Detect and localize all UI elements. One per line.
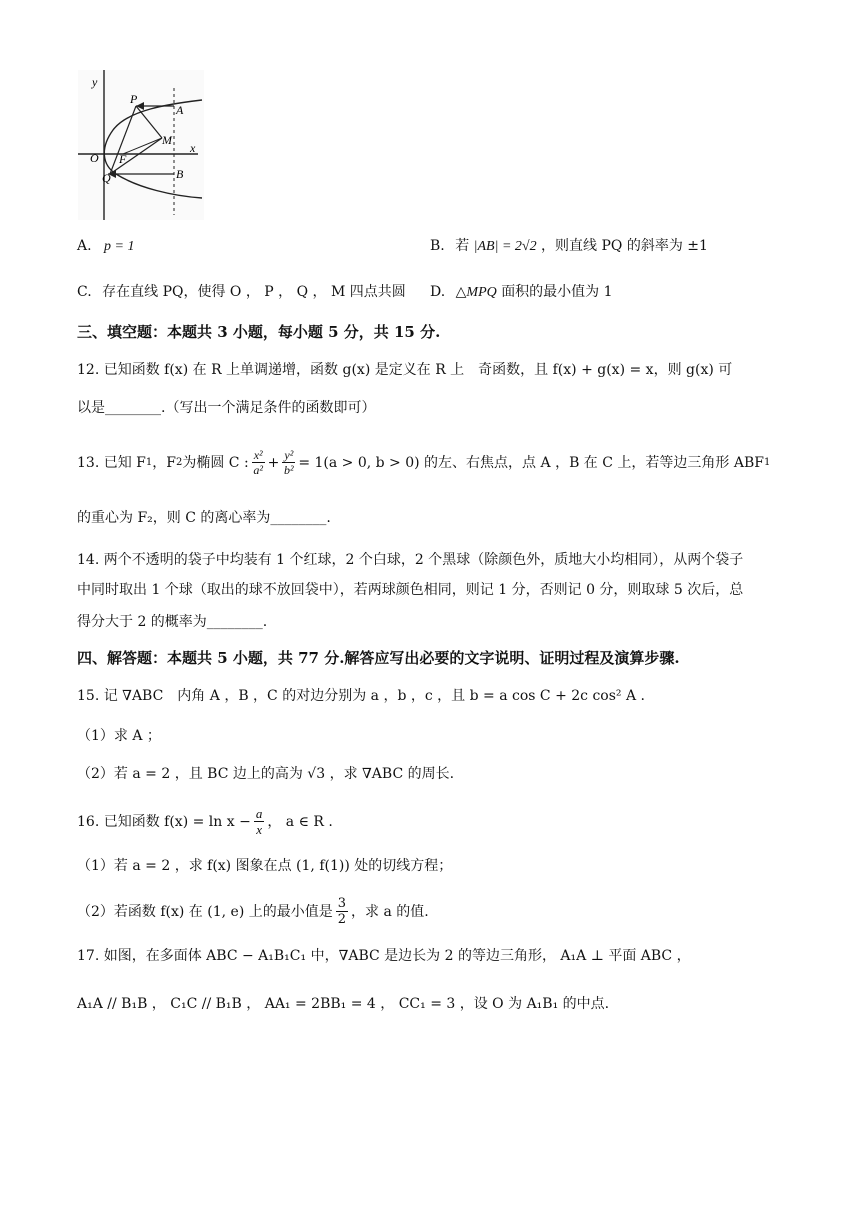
q13-plus: + xyxy=(267,454,280,471)
q13-sub3: 1 xyxy=(763,456,771,468)
q16-frac xyxy=(254,806,265,837)
option-b-prefix: B. xyxy=(430,238,445,254)
option-a-expr: p = 1 xyxy=(104,239,135,254)
option-d xyxy=(430,282,613,303)
option-d-expr: △MPQ xyxy=(455,285,497,300)
label-Q: Q xyxy=(102,171,111,185)
label-O: O xyxy=(90,151,99,165)
q16-part2-post: ，求 a 的值. xyxy=(351,903,429,920)
q14-line2: 中同时取出 1 个球（取出的球不放回袋中），若两球颜色相同，则记 1 分，否则记 0 分，则取球 5 次后，总 xyxy=(77,582,744,598)
option-c-prefix: C. xyxy=(77,284,92,300)
q13-sub2: 2 xyxy=(175,456,183,468)
q17-line2: A₁A // B₁B ， C₁C // B₁B ， AA₁ = 2BB₁ = 4 ， CC₁ = 3 ，设 O 为 A₁B₁ 的中点. xyxy=(77,996,610,1012)
option-b xyxy=(430,236,708,257)
q13-d: 为椭圆 C : xyxy=(182,454,249,471)
q13-e: = 1(a > 0, b > 0) 的左、右焦点，点 A ，B 在 C 上，若等边三角形 ABF xyxy=(298,454,764,471)
q15-stem: 15. 记 ∇ABC 内角 A ，B ，C 的对边分别为 a ，b ，c ，且 b = a cos C + 2c cos² A . xyxy=(77,688,645,704)
q13-frac1-den: a² xyxy=(253,463,263,477)
section-3-title: 三、填空题：本题共 3 小题，每小题 5 分，共 15 分. xyxy=(77,323,441,341)
q16-part2 xyxy=(77,896,429,927)
q13-frac2-den: b² xyxy=(284,463,294,477)
label-F: F xyxy=(119,152,127,166)
q16-stem xyxy=(77,806,333,837)
q16-frac-num: a xyxy=(255,806,263,821)
q13-frac1-num: x² xyxy=(253,448,263,462)
q14-line3: 得分大于 2 的概率为________. xyxy=(77,614,268,630)
option-a xyxy=(77,236,134,257)
q14-line1: 14. 两个不透明的袋子中均装有 1 个红球，2 个白球，2 个黑球（除颜色外，质地大小均相同），从两个袋子 xyxy=(77,552,744,568)
q12-line1: 12. 已知函数 f(x) 在 R 上单调递增，函数 g(x) 是定义在 R 上 奇函数，且 f(x) + g(x) = x，则 g(x) 可 xyxy=(77,362,733,378)
option-d-prefix: D. xyxy=(430,284,446,300)
option-b-pre: 若 xyxy=(455,238,470,254)
parabola-diagram xyxy=(78,70,204,220)
label-P: P xyxy=(130,92,138,106)
option-d-post: 面积的最小值为 1 xyxy=(501,284,613,300)
label-A: A xyxy=(176,103,184,117)
q13-frac2-num: y² xyxy=(284,448,294,462)
section-4-title: 四、解答题：本题共 5 小题，共 77 分.解答应写出必要的文字说明、证明过程及演算步骤. xyxy=(77,649,680,667)
q15-part1: （1）求 A ； xyxy=(77,728,161,744)
q17-line1: 17. 如图，在多面体 ABC − A₁B₁C₁ 中，∇ABC 是边长为 2 的等边三角形， A₁A ⊥ 平面 ABC ， xyxy=(77,948,691,964)
option-a-prefix: A. xyxy=(77,238,92,254)
q15-part2: （2）若 a = 2 ，且 BC 边上的高为 √3 ，求 ∇ABC 的周长. xyxy=(77,766,455,782)
q16-part1: （1）若 a = 2 ，求 f(x) 图象在点 (1, f(1)) 处的切线方程； xyxy=(77,858,453,874)
q16-part2-num: 3 xyxy=(337,896,347,911)
label-y: y xyxy=(92,75,98,89)
option-c-text: 存在直线 PQ，使得 O ， P ， Q ， M 四点共圆 xyxy=(102,284,406,300)
q16-stem-pre: 16. 已知函数 f(x) = ln x − xyxy=(77,813,251,830)
q13-line1 xyxy=(77,448,770,477)
option-b-post: ，则直线 PQ 的斜率为 ±1 xyxy=(541,238,708,254)
option-c xyxy=(77,282,406,302)
q13-sub1: 1 xyxy=(145,456,153,468)
q16-part2-pre: （2）若函数 f(x) 在 (1, e) 上的最小值是 xyxy=(77,903,333,920)
q16-stem-post: ， a ∈ R . xyxy=(267,813,333,830)
parabola-figure xyxy=(78,70,204,220)
q13-pre: 13. 已知 F xyxy=(77,454,146,471)
option-b-expr: |AB| = 2√2 xyxy=(473,239,537,254)
q16-frac-den: x xyxy=(256,822,262,837)
label-M: M xyxy=(162,133,172,147)
q16-part2-frac xyxy=(336,896,348,927)
label-B: B xyxy=(176,167,184,181)
q13-b: ，F xyxy=(152,454,176,471)
q16-part2-den: 2 xyxy=(337,912,347,927)
q13-frac1 xyxy=(252,448,265,477)
q13-frac2 xyxy=(282,448,295,477)
label-x: x xyxy=(190,141,196,155)
q12-line2: 以是________.（写出一个满足条件的函数即可） xyxy=(77,400,376,416)
q13-line2: 的重心为 F₂，则 C 的离心率为________. xyxy=(77,510,331,526)
